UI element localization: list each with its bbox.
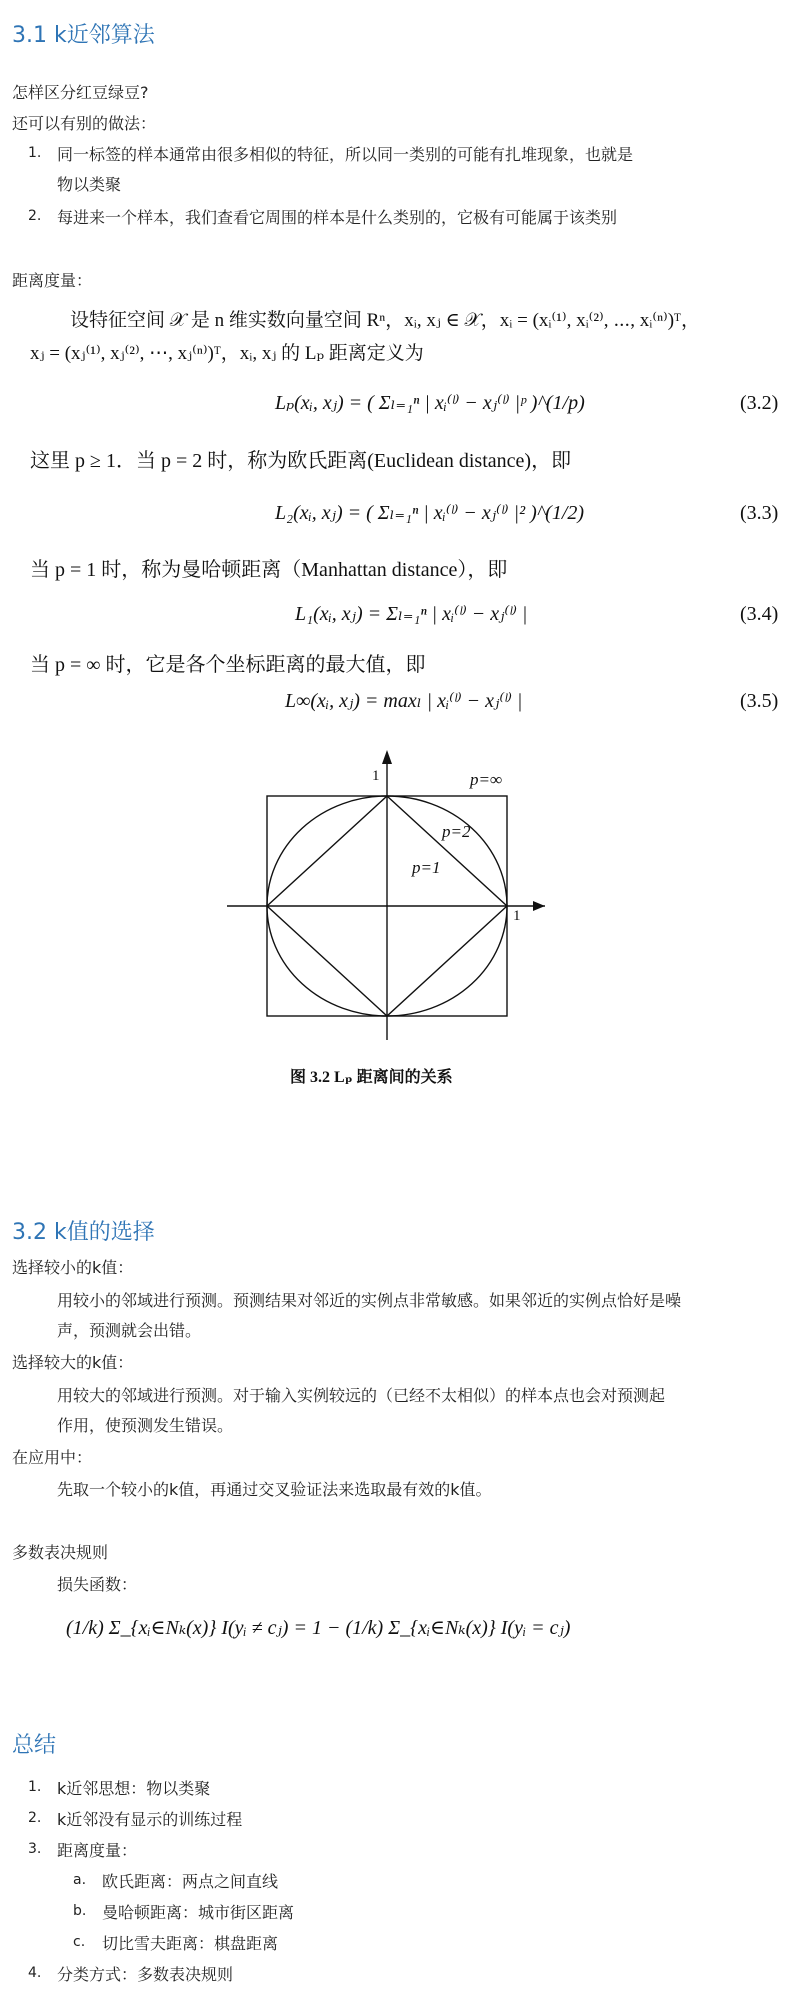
label-p-1: p=1 [412, 858, 441, 877]
majority-vote-title: 多数表决规则 [12, 1543, 109, 1562]
equation-number: (3.2) [740, 392, 779, 414]
textbook-line: 这里 p ≥ 1．当 p = 2 时，称为欧氏距离(Euclidean distance)，即 [30, 450, 572, 472]
list-number: 1. [28, 145, 42, 161]
other-approach-text: 还可以有别的做法： [12, 114, 157, 133]
small-k-title: 选择较小的k值： [12, 1258, 134, 1277]
summary-subitem: 切比雪夫距离：棋盘距离 [102, 1934, 279, 1953]
equation-3-5: L∞(xᵢ, xⱼ) = maxₗ | xᵢ⁽ˡ⁾ − xⱼ⁽ˡ⁾ | [285, 690, 523, 712]
list-number: 1. [28, 1779, 42, 1795]
equation-3-3: L₂(xᵢ, xⱼ) = ( Σₗ₌₁ⁿ | xᵢ⁽ˡ⁾ − xⱼ⁽ˡ⁾ |² )^(1/2) [275, 502, 585, 524]
label-p-inf: p=∞ [470, 770, 503, 789]
list-number: 3. [28, 1841, 42, 1857]
summary-subitem: 曼哈顿距离：城市街区距离 [102, 1903, 295, 1922]
sublist-letter: b. [73, 1903, 87, 1919]
textbook-line: xⱼ = (xⱼ⁽¹⁾, xⱼ⁽²⁾, ⋯, xⱼ⁽ⁿ⁾)ᵀ，xᵢ, xⱼ 的 Lₚ 距离定义为 [30, 343, 424, 364]
summary-heading: 总结 [12, 1733, 57, 1758]
application-title: 在应用中： [12, 1448, 93, 1467]
label-p-2: p=2 [442, 822, 471, 841]
textbook-line: 当 p = 1 时，称为曼哈顿距离（Manhattan distance），即 [30, 559, 508, 581]
large-k-desc: 用较大的邻域进行预测。对于输入实例较远的（已经不太相似）的样本点也会对预测起 [57, 1386, 666, 1405]
x-axis-arrow [533, 901, 545, 911]
textbook-line: 当 p = ∞ 时，它是各个坐标距离的最大值，即 [30, 654, 426, 676]
equation-number: (3.3) [740, 502, 779, 524]
list-number: 4. [28, 1965, 42, 1981]
small-k-desc: 用较小的邻域进行预测。预测结果对邻近的实例点非常敏感。如果邻近的实例点恰好是噪 [57, 1291, 682, 1310]
section-heading-k-selection: 3.2 k值的选择 [12, 1220, 155, 1245]
summary-item: 分类方式：多数表决规则 [57, 1965, 234, 1984]
y-axis-arrow [382, 750, 392, 764]
small-k-desc: 声，预测就会出错。 [57, 1321, 202, 1340]
list-item-line: 物以类聚 [57, 175, 122, 194]
summary-item: k近邻思想：物以类聚 [57, 1779, 211, 1798]
loss-function-formula: (1/k) Σ_{xᵢ∈Nₖ(x)} I(yᵢ ≠ cⱼ) = 1 − (1/k) Σ_{xᵢ∈Nₖ(x)} I(yᵢ = cⱼ) [66, 1617, 571, 1639]
list-item-line: 每进来一个样本，我们查看它周围的样本是什么类别的，它极有可能属于该类别 [57, 208, 618, 227]
sublist-letter: a. [73, 1872, 87, 1888]
list-number: 2. [28, 1810, 42, 1826]
textbook-line: 设特征空间 𝒳 是 n 维实数向量空间 Rⁿ，xᵢ, xⱼ ∈ 𝒳，xᵢ = (xᵢ⁽¹⁾, xᵢ⁽²⁾, ⋯, xᵢ⁽ⁿ⁾)ᵀ， [70, 310, 700, 331]
large-k-desc: 作用，使预测发生错误。 [57, 1416, 234, 1435]
tick-label-y: 1 [372, 768, 380, 784]
loss-function-title: 损失函数： [57, 1575, 138, 1594]
equation-number: (3.5) [740, 690, 779, 712]
summary-item: 距离度量： [57, 1841, 138, 1860]
section-heading-knn: 3.1 k近邻算法 [12, 23, 155, 48]
list-number: 2. [28, 208, 42, 224]
list-item-line: 同一标签的样本通常由很多相似的特征，所以同一类别的可能有扎堆现象，也就是 [57, 145, 634, 164]
equation-number: (3.4) [740, 603, 779, 625]
lp-distance-figure [0, 740, 796, 1160]
equation-3-4: L₁(xᵢ, xⱼ) = Σₗ₌₁ⁿ | xᵢ⁽ˡ⁾ − xⱼ⁽ˡ⁾ | [295, 603, 528, 625]
large-k-title: 选择较大的k值： [12, 1353, 134, 1372]
equation-3-2: Lₚ(xᵢ, xⱼ) = ( Σₗ₌₁ⁿ | xᵢ⁽ˡ⁾ − xⱼ⁽ˡ⁾ |ᵖ )^(1/p) [275, 392, 585, 414]
sublist-letter: c. [73, 1934, 86, 1950]
distance-label: 距离度量： [12, 271, 93, 290]
summary-subitem: 欧氏距离：两点之间直线 [102, 1872, 279, 1891]
application-desc: 先取一个较小的k值，再通过交叉验证法来选取最有效的k值。 [57, 1480, 492, 1499]
figure-caption: 图 3.2 Lₚ 距离间的关系 [290, 1069, 453, 1086]
question-text: 怎样区分红豆绿豆? [12, 83, 149, 102]
summary-item: k近邻没有显示的训练过程 [57, 1810, 243, 1829]
tick-label-x: 1 [513, 908, 521, 924]
